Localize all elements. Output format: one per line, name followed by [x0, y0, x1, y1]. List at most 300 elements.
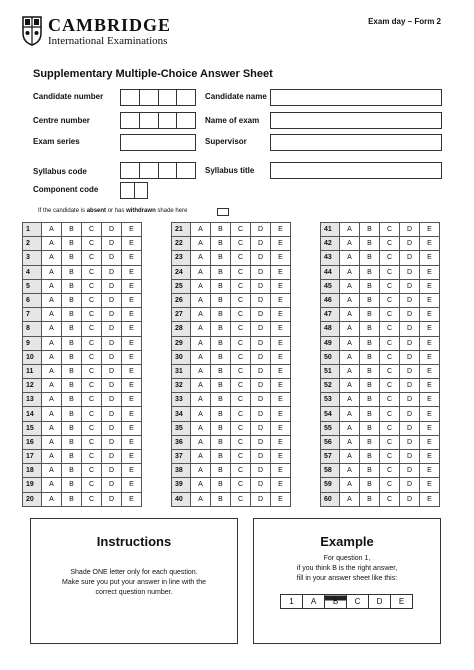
- answer-option-bubble[interactable]: C: [231, 435, 251, 449]
- answer-option-bubble[interactable]: C: [82, 322, 102, 336]
- answer-option-bubble[interactable]: C: [82, 265, 102, 279]
- answer-option-bubble[interactable]: A: [340, 223, 360, 237]
- answer-option-bubble[interactable]: D: [102, 336, 122, 350]
- answer-option-bubble[interactable]: B: [360, 237, 380, 251]
- answer-option-bubble[interactable]: B: [62, 421, 82, 435]
- answer-option-bubble[interactable]: C: [380, 308, 400, 322]
- answer-option-bubble[interactable]: A: [42, 251, 62, 265]
- answer-option-bubble[interactable]: D: [400, 407, 420, 421]
- answer-option-bubble[interactable]: B: [211, 308, 231, 322]
- answer-option-bubble[interactable]: C: [380, 364, 400, 378]
- answer-option-bubble[interactable]: D: [102, 450, 122, 464]
- answer-option-bubble[interactable]: C: [380, 322, 400, 336]
- answer-option-bubble[interactable]: A: [42, 435, 62, 449]
- answer-option-bubble[interactable]: D: [400, 237, 420, 251]
- answer-option-bubble[interactable]: D: [400, 265, 420, 279]
- answer-option-bubble[interactable]: E: [271, 237, 291, 251]
- answer-option-bubble[interactable]: B: [211, 364, 231, 378]
- answer-option-bubble[interactable]: E: [271, 393, 291, 407]
- answer-option-bubble[interactable]: A: [191, 478, 211, 492]
- answer-option-bubble[interactable]: E: [271, 279, 291, 293]
- answer-option-bubble[interactable]: B: [360, 251, 380, 265]
- answer-option-bubble[interactable]: B: [211, 421, 231, 435]
- answer-option-bubble[interactable]: D: [400, 322, 420, 336]
- answer-option-bubble[interactable]: A: [42, 293, 62, 307]
- answer-option-bubble[interactable]: A: [340, 407, 360, 421]
- answer-option-bubble[interactable]: E: [122, 251, 142, 265]
- answer-option-bubble[interactable]: A: [42, 350, 62, 364]
- answer-option-bubble[interactable]: A: [42, 379, 62, 393]
- answer-option-bubble[interactable]: D: [400, 336, 420, 350]
- answer-option-bubble[interactable]: A: [340, 379, 360, 393]
- answer-option-bubble[interactable]: E: [122, 450, 142, 464]
- answer-option-bubble[interactable]: B: [62, 435, 82, 449]
- answer-option-bubble[interactable]: C: [82, 364, 102, 378]
- answer-option-bubble[interactable]: C: [231, 251, 251, 265]
- answer-option-bubble[interactable]: B: [211, 450, 231, 464]
- answer-option-bubble[interactable]: B: [211, 265, 231, 279]
- answer-option-bubble[interactable]: E: [271, 464, 291, 478]
- answer-option-bubble[interactable]: E: [420, 237, 440, 251]
- answer-option-bubble[interactable]: B: [211, 223, 231, 237]
- answer-option-bubble[interactable]: E: [420, 421, 440, 435]
- answer-option-bubble[interactable]: C: [82, 478, 102, 492]
- answer-option-bubble[interactable]: B: [360, 350, 380, 364]
- answer-option-bubble[interactable]: C: [231, 336, 251, 350]
- answer-option-bubble[interactable]: A: [42, 336, 62, 350]
- answer-option-bubble[interactable]: A: [191, 492, 211, 506]
- answer-option-bubble[interactable]: A: [42, 421, 62, 435]
- syllabus-title-field[interactable]: [270, 162, 442, 179]
- answer-option-bubble[interactable]: A: [191, 322, 211, 336]
- answer-option-bubble[interactable]: E: [420, 364, 440, 378]
- answer-option-bubble[interactable]: C: [380, 435, 400, 449]
- answer-option-bubble[interactable]: A: [191, 223, 211, 237]
- answer-option-bubble[interactable]: A: [191, 435, 211, 449]
- answer-option-bubble[interactable]: E: [122, 364, 142, 378]
- answer-option-bubble[interactable]: C: [231, 464, 251, 478]
- answer-option-bubble[interactable]: B: [62, 223, 82, 237]
- answer-option-bubble[interactable]: C: [82, 279, 102, 293]
- answer-option-bubble[interactable]: C: [231, 364, 251, 378]
- answer-option-bubble[interactable]: A: [42, 450, 62, 464]
- answer-option-bubble[interactable]: E: [420, 379, 440, 393]
- answer-option-bubble[interactable]: D: [400, 364, 420, 378]
- answer-option-bubble[interactable]: B: [62, 322, 82, 336]
- answer-option-bubble[interactable]: C: [231, 421, 251, 435]
- answer-option-bubble[interactable]: C: [380, 251, 400, 265]
- answer-option-bubble[interactable]: B: [62, 478, 82, 492]
- answer-option-bubble[interactable]: C: [380, 379, 400, 393]
- answer-option-bubble[interactable]: E: [122, 407, 142, 421]
- answer-option-bubble[interactable]: B: [211, 478, 231, 492]
- answer-option-bubble[interactable]: E: [271, 478, 291, 492]
- answer-option-bubble[interactable]: E: [271, 421, 291, 435]
- answer-option-bubble[interactable]: B: [62, 237, 82, 251]
- answer-option-bubble[interactable]: E: [271, 322, 291, 336]
- answer-option-bubble[interactable]: A: [340, 279, 360, 293]
- answer-option-bubble[interactable]: D: [102, 223, 122, 237]
- answer-option-bubble[interactable]: B: [360, 308, 380, 322]
- answer-option-bubble[interactable]: D: [102, 237, 122, 251]
- answer-option-bubble[interactable]: D: [400, 279, 420, 293]
- answer-option-bubble[interactable]: E: [122, 435, 142, 449]
- supervisor-field[interactable]: [270, 134, 442, 151]
- answer-option-bubble[interactable]: B: [360, 322, 380, 336]
- answer-option-bubble[interactable]: E: [271, 492, 291, 506]
- answer-option-bubble[interactable]: B: [211, 293, 231, 307]
- answer-option-bubble[interactable]: B: [360, 407, 380, 421]
- answer-option-bubble[interactable]: E: [420, 336, 440, 350]
- answer-option-bubble[interactable]: A: [191, 350, 211, 364]
- answer-option-bubble[interactable]: D: [251, 435, 271, 449]
- answer-option-bubble[interactable]: B: [360, 450, 380, 464]
- answer-option-bubble[interactable]: A: [42, 407, 62, 421]
- answer-option-bubble[interactable]: A: [42, 308, 62, 322]
- answer-option-bubble[interactable]: E: [122, 379, 142, 393]
- answer-option-bubble[interactable]: A: [340, 435, 360, 449]
- answer-option-bubble[interactable]: D: [102, 393, 122, 407]
- answer-option-bubble[interactable]: C: [380, 350, 400, 364]
- answer-option-bubble[interactable]: A: [42, 237, 62, 251]
- answer-option-bubble[interactable]: A: [340, 492, 360, 506]
- answer-option-bubble[interactable]: B: [360, 435, 380, 449]
- answer-option-bubble[interactable]: C: [380, 265, 400, 279]
- answer-option-bubble[interactable]: C: [380, 293, 400, 307]
- answer-option-bubble[interactable]: A: [191, 279, 211, 293]
- answer-option-bubble[interactable]: C: [380, 336, 400, 350]
- answer-option-bubble[interactable]: C: [82, 464, 102, 478]
- answer-option-bubble[interactable]: E: [420, 492, 440, 506]
- answer-option-bubble[interactable]: D: [400, 379, 420, 393]
- answer-option-bubble[interactable]: D: [102, 435, 122, 449]
- answer-option-bubble[interactable]: B: [62, 364, 82, 378]
- answer-option-bubble[interactable]: D: [102, 407, 122, 421]
- answer-option-bubble[interactable]: D: [251, 237, 271, 251]
- answer-option-bubble[interactable]: B: [62, 450, 82, 464]
- answer-option-bubble[interactable]: D: [251, 336, 271, 350]
- answer-option-bubble[interactable]: D: [251, 364, 271, 378]
- answer-option-bubble[interactable]: D: [102, 350, 122, 364]
- answer-option-bubble[interactable]: C: [82, 223, 102, 237]
- answer-option-bubble[interactable]: B: [62, 336, 82, 350]
- answer-option-bubble[interactable]: C: [82, 379, 102, 393]
- answer-option-bubble[interactable]: A: [42, 364, 62, 378]
- answer-option-bubble[interactable]: D: [102, 492, 122, 506]
- answer-option-bubble[interactable]: E: [420, 293, 440, 307]
- answer-option-bubble[interactable]: C: [380, 450, 400, 464]
- answer-option-bubble[interactable]: C: [380, 279, 400, 293]
- answer-option-bubble[interactable]: A: [340, 464, 360, 478]
- answer-option-bubble[interactable]: A: [191, 293, 211, 307]
- answer-option-bubble[interactable]: E: [122, 279, 142, 293]
- answer-option-bubble[interactable]: B: [211, 279, 231, 293]
- answer-option-bubble[interactable]: B: [211, 492, 231, 506]
- answer-option-bubble[interactable]: A: [191, 237, 211, 251]
- answer-option-bubble[interactable]: D: [251, 450, 271, 464]
- answer-option-bubble[interactable]: A: [340, 336, 360, 350]
- answer-option-bubble[interactable]: E: [122, 308, 142, 322]
- answer-option-bubble[interactable]: B: [360, 279, 380, 293]
- answer-option-bubble[interactable]: D: [102, 421, 122, 435]
- answer-option-bubble[interactable]: A: [42, 322, 62, 336]
- answer-option-bubble[interactable]: A: [191, 464, 211, 478]
- answer-option-bubble[interactable]: D: [400, 492, 420, 506]
- answer-option-bubble[interactable]: C: [380, 223, 400, 237]
- answer-option-bubble[interactable]: A: [191, 421, 211, 435]
- answer-option-bubble[interactable]: A: [42, 464, 62, 478]
- answer-option-bubble[interactable]: E: [122, 478, 142, 492]
- answer-option-bubble[interactable]: E: [420, 478, 440, 492]
- answer-option-bubble[interactable]: A: [340, 308, 360, 322]
- answer-option-bubble[interactable]: C: [380, 478, 400, 492]
- answer-option-bubble[interactable]: D: [251, 393, 271, 407]
- answer-option-bubble[interactable]: B: [211, 336, 231, 350]
- answer-option-bubble[interactable]: A: [340, 322, 360, 336]
- answer-option-bubble[interactable]: A: [42, 492, 62, 506]
- answer-option-bubble[interactable]: B: [62, 251, 82, 265]
- answer-option-bubble[interactable]: D: [251, 379, 271, 393]
- answer-option-bubble[interactable]: C: [82, 350, 102, 364]
- answer-option-bubble[interactable]: E: [420, 279, 440, 293]
- answer-option-bubble[interactable]: B: [211, 464, 231, 478]
- answer-option-bubble[interactable]: B: [62, 464, 82, 478]
- answer-option-bubble[interactable]: D: [102, 293, 122, 307]
- answer-option-bubble[interactable]: B: [211, 251, 231, 265]
- answer-option-bubble[interactable]: D: [400, 393, 420, 407]
- answer-option-bubble[interactable]: B: [211, 393, 231, 407]
- answer-option-bubble[interactable]: A: [191, 393, 211, 407]
- answer-option-bubble[interactable]: E: [420, 251, 440, 265]
- answer-option-bubble[interactable]: D: [251, 322, 271, 336]
- answer-option-bubble[interactable]: E: [122, 393, 142, 407]
- answer-option-bubble[interactable]: E: [420, 407, 440, 421]
- answer-option-bubble[interactable]: A: [42, 223, 62, 237]
- answer-option-bubble[interactable]: E: [122, 293, 142, 307]
- answer-option-bubble[interactable]: E: [420, 393, 440, 407]
- answer-option-bubble[interactable]: C: [82, 237, 102, 251]
- answer-option-bubble[interactable]: E: [271, 308, 291, 322]
- answer-option-bubble[interactable]: A: [42, 279, 62, 293]
- answer-option-bubble[interactable]: E: [271, 435, 291, 449]
- answer-option-bubble[interactable]: D: [251, 265, 271, 279]
- answer-option-bubble[interactable]: B: [62, 350, 82, 364]
- answer-option-bubble[interactable]: E: [420, 350, 440, 364]
- answer-option-bubble[interactable]: E: [420, 265, 440, 279]
- answer-option-bubble[interactable]: D: [251, 464, 271, 478]
- answer-option-bubble[interactable]: C: [380, 237, 400, 251]
- answer-option-bubble[interactable]: C: [231, 379, 251, 393]
- answer-option-bubble[interactable]: A: [340, 350, 360, 364]
- answer-option-bubble[interactable]: C: [380, 393, 400, 407]
- answer-option-bubble[interactable]: E: [271, 379, 291, 393]
- answer-option-bubble[interactable]: B: [62, 492, 82, 506]
- answer-option-bubble[interactable]: B: [360, 421, 380, 435]
- answer-option-bubble[interactable]: D: [251, 421, 271, 435]
- syllabus-code-boxes[interactable]: [120, 162, 196, 179]
- answer-option-bubble[interactable]: A: [340, 450, 360, 464]
- answer-option-bubble[interactable]: C: [82, 407, 102, 421]
- answer-option-bubble[interactable]: D: [102, 308, 122, 322]
- answer-option-bubble[interactable]: E: [420, 322, 440, 336]
- absent-shade-box[interactable]: [217, 208, 229, 216]
- answer-option-bubble[interactable]: D: [251, 279, 271, 293]
- answer-option-bubble[interactable]: C: [380, 421, 400, 435]
- answer-option-bubble[interactable]: C: [231, 223, 251, 237]
- answer-option-bubble[interactable]: E: [122, 265, 142, 279]
- answer-option-bubble[interactable]: E: [420, 223, 440, 237]
- answer-option-bubble[interactable]: A: [191, 251, 211, 265]
- answer-option-bubble[interactable]: A: [191, 308, 211, 322]
- answer-option-bubble[interactable]: E: [122, 237, 142, 251]
- answer-option-bubble[interactable]: A: [191, 336, 211, 350]
- answer-option-bubble[interactable]: C: [82, 336, 102, 350]
- answer-option-bubble[interactable]: B: [62, 265, 82, 279]
- answer-option-bubble[interactable]: E: [122, 421, 142, 435]
- answer-option-bubble[interactable]: D: [251, 492, 271, 506]
- answer-option-bubble[interactable]: D: [251, 407, 271, 421]
- answer-option-bubble[interactable]: A: [340, 421, 360, 435]
- answer-option-bubble[interactable]: C: [231, 492, 251, 506]
- answer-option-bubble[interactable]: C: [231, 350, 251, 364]
- answer-option-bubble[interactable]: B: [360, 379, 380, 393]
- answer-option-bubble[interactable]: C: [82, 251, 102, 265]
- answer-option-bubble[interactable]: C: [380, 407, 400, 421]
- answer-option-bubble[interactable]: E: [271, 350, 291, 364]
- answer-option-bubble[interactable]: E: [271, 223, 291, 237]
- answer-option-bubble[interactable]: D: [400, 435, 420, 449]
- answer-option-bubble[interactable]: C: [231, 293, 251, 307]
- answer-option-bubble[interactable]: E: [271, 251, 291, 265]
- answer-option-bubble[interactable]: B: [62, 293, 82, 307]
- answer-option-bubble[interactable]: E: [271, 407, 291, 421]
- candidate-name-field[interactable]: [270, 89, 442, 106]
- answer-option-bubble[interactable]: B: [360, 492, 380, 506]
- answer-option-bubble[interactable]: D: [102, 279, 122, 293]
- answer-option-bubble[interactable]: B: [211, 350, 231, 364]
- answer-option-bubble[interactable]: A: [191, 450, 211, 464]
- answer-option-bubble[interactable]: D: [102, 322, 122, 336]
- answer-option-bubble[interactable]: E: [420, 450, 440, 464]
- answer-option-bubble[interactable]: A: [340, 478, 360, 492]
- answer-option-bubble[interactable]: D: [102, 464, 122, 478]
- answer-option-bubble[interactable]: A: [340, 393, 360, 407]
- answer-option-bubble[interactable]: A: [340, 237, 360, 251]
- answer-option-bubble[interactable]: C: [231, 478, 251, 492]
- answer-option-bubble[interactable]: C: [82, 421, 102, 435]
- answer-option-bubble[interactable]: A: [191, 265, 211, 279]
- answer-option-bubble[interactable]: A: [340, 364, 360, 378]
- answer-option-bubble[interactable]: D: [251, 308, 271, 322]
- answer-option-bubble[interactable]: A: [340, 265, 360, 279]
- answer-option-bubble[interactable]: E: [122, 322, 142, 336]
- answer-option-bubble[interactable]: D: [400, 223, 420, 237]
- answer-option-bubble[interactable]: E: [420, 308, 440, 322]
- answer-option-bubble[interactable]: D: [400, 293, 420, 307]
- answer-option-bubble[interactable]: D: [251, 350, 271, 364]
- answer-option-bubble[interactable]: B: [360, 336, 380, 350]
- exam-series-field[interactable]: [120, 134, 196, 151]
- answer-option-bubble[interactable]: B: [360, 223, 380, 237]
- answer-option-bubble[interactable]: D: [102, 364, 122, 378]
- answer-option-bubble[interactable]: A: [191, 364, 211, 378]
- answer-option-bubble[interactable]: E: [122, 336, 142, 350]
- answer-option-bubble[interactable]: D: [400, 308, 420, 322]
- answer-option-bubble[interactable]: E: [271, 450, 291, 464]
- answer-option-bubble[interactable]: C: [231, 265, 251, 279]
- answer-option-bubble[interactable]: C: [231, 407, 251, 421]
- answer-option-bubble[interactable]: B: [211, 435, 231, 449]
- answer-option-bubble[interactable]: C: [82, 393, 102, 407]
- answer-option-bubble[interactable]: A: [42, 265, 62, 279]
- answer-option-bubble[interactable]: C: [231, 450, 251, 464]
- answer-option-bubble[interactable]: E: [122, 223, 142, 237]
- answer-option-bubble[interactable]: D: [102, 251, 122, 265]
- answer-option-bubble[interactable]: C: [231, 237, 251, 251]
- answer-option-bubble[interactable]: E: [420, 435, 440, 449]
- answer-option-bubble[interactable]: A: [42, 478, 62, 492]
- answer-option-bubble[interactable]: C: [231, 279, 251, 293]
- answer-option-bubble[interactable]: B: [360, 393, 380, 407]
- answer-option-bubble[interactable]: C: [82, 450, 102, 464]
- answer-option-bubble[interactable]: E: [271, 336, 291, 350]
- answer-option-bubble[interactable]: D: [400, 421, 420, 435]
- answer-option-bubble[interactable]: E: [271, 364, 291, 378]
- answer-option-bubble[interactable]: A: [340, 293, 360, 307]
- answer-option-bubble[interactable]: B: [62, 393, 82, 407]
- name-of-exam-field[interactable]: [270, 112, 442, 129]
- answer-option-bubble[interactable]: B: [211, 322, 231, 336]
- answer-option-bubble[interactable]: D: [400, 450, 420, 464]
- answer-option-bubble[interactable]: E: [122, 492, 142, 506]
- answer-option-bubble[interactable]: B: [360, 364, 380, 378]
- answer-option-bubble[interactable]: A: [340, 251, 360, 265]
- answer-option-bubble[interactable]: B: [360, 464, 380, 478]
- answer-option-bubble[interactable]: D: [251, 478, 271, 492]
- answer-option-bubble[interactable]: B: [62, 308, 82, 322]
- answer-option-bubble[interactable]: C: [82, 293, 102, 307]
- answer-option-bubble[interactable]: D: [102, 379, 122, 393]
- answer-option-bubble[interactable]: C: [231, 393, 251, 407]
- answer-option-bubble[interactable]: D: [251, 223, 271, 237]
- answer-option-bubble[interactable]: B: [211, 379, 231, 393]
- answer-option-bubble[interactable]: C: [380, 464, 400, 478]
- answer-option-bubble[interactable]: D: [102, 265, 122, 279]
- answer-option-bubble[interactable]: A: [42, 393, 62, 407]
- answer-option-bubble[interactable]: B: [211, 407, 231, 421]
- answer-option-bubble[interactable]: A: [191, 407, 211, 421]
- answer-option-bubble[interactable]: D: [400, 350, 420, 364]
- answer-option-bubble[interactable]: D: [400, 464, 420, 478]
- answer-option-bubble[interactable]: E: [122, 464, 142, 478]
- answer-option-bubble[interactable]: D: [102, 478, 122, 492]
- answer-option-bubble[interactable]: B: [360, 293, 380, 307]
- answer-option-bubble[interactable]: B: [62, 407, 82, 421]
- answer-option-bubble[interactable]: E: [122, 350, 142, 364]
- component-code-boxes[interactable]: [120, 182, 148, 199]
- answer-option-bubble[interactable]: C: [380, 492, 400, 506]
- answer-option-bubble[interactable]: E: [271, 265, 291, 279]
- answer-option-bubble[interactable]: C: [82, 308, 102, 322]
- answer-option-bubble[interactable]: D: [400, 251, 420, 265]
- centre-number-boxes[interactable]: [120, 112, 196, 129]
- answer-option-bubble[interactable]: B: [360, 478, 380, 492]
- answer-option-bubble[interactable]: B: [62, 279, 82, 293]
- candidate-number-boxes[interactable]: [120, 89, 196, 106]
- answer-option-bubble[interactable]: C: [231, 308, 251, 322]
- answer-option-bubble[interactable]: E: [271, 293, 291, 307]
- answer-option-bubble[interactable]: D: [400, 478, 420, 492]
